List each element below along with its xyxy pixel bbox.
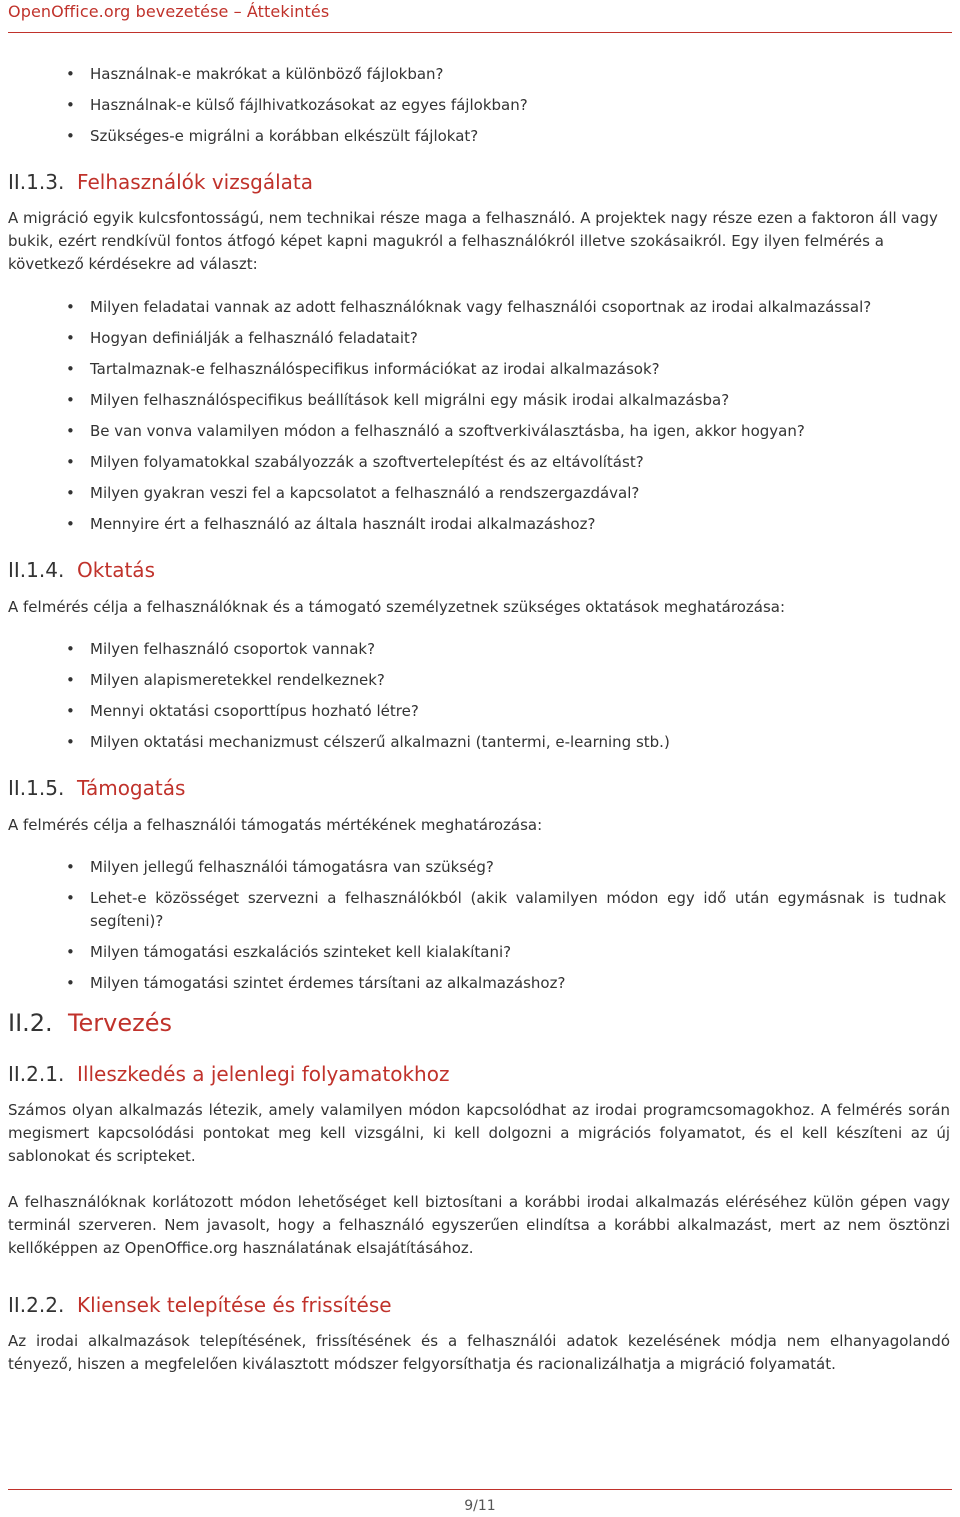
- bullet-list-support-questions: [0, 856, 960, 995]
- list-item: • Milyen folyamatokkal szabályozzák a szoftvertelepítést és az eltávolítást?: [0, 451, 885, 474]
- list-item: • Milyen alapismeretekkel rendelkeznek?: [0, 669, 684, 692]
- list-item: • Be van vonva valamilyen módon a felhasználó a szoftverkiválasztásba, ha igen, akkor hogyan?: [0, 420, 885, 443]
- footer-divider: [8, 1489, 952, 1490]
- section-heading-kliensek: [8, 1293, 392, 1317]
- paragraph-oktatas: A felmérés célja a felhasználóknak és a támogató személyzetnek szükséges oktatások meghatározása:: [8, 598, 786, 616]
- chapter-heading-tervezes: [8, 1009, 172, 1037]
- section-heading-tamogatas: [8, 776, 185, 800]
- section-title: Kliensek telepítése és frissítése: [77, 1293, 392, 1317]
- header-title: OpenOffice.org bevezetése – Áttekintés: [8, 2, 330, 21]
- section-number: II.2.2.: [8, 1293, 65, 1317]
- section-number: II.2.1.: [8, 1062, 65, 1086]
- list-item: • Használnak-e makrókat a különböző fájlokban?: [0, 63, 542, 86]
- list-item: • Hogyan definiálják a felhasználó feladatait?: [0, 327, 885, 350]
- list-item: • Milyen felhasználóspecifikus beállítások kell migrálni egy másik irodai alkalmazásba?: [0, 389, 885, 412]
- paragraph-kliensek: Az irodai alkalmazások telepítésének, frissítésének és a felhasználói adatok kezelésének módja nem elhanyagolandó tényező, hiszen a megfelelően kiválasztott módszer felgyorsíthatja és racionalizálhatja a migráció folyamatát.: [8, 1332, 950, 1373]
- list-item: • Milyen gyakran veszi fel a kapcsolatot a felhasználó a rendszergazdával?: [0, 482, 885, 505]
- list-item: • Tartalmaznak-e felhasználóspecifikus információkat az irodai alkalmazások?: [0, 358, 885, 381]
- list-item: • Milyen feladatai vannak az adott felhasználóknak vagy felhasználói csoportnak az irodai alkalmazással?: [0, 296, 885, 319]
- list-item: • Mennyi oktatási csoporttípus hozható létre?: [0, 700, 684, 723]
- section-title: Oktatás: [77, 558, 155, 582]
- paragraph-illeszkedes-2: A felhasználóknak korlátozott módon lehetőséget kell biztosítani a korábbi irodai alkalmazás eléréséhez külön gépen vagy terminál szerveren. Nem javasolt, hogy a felhasználó egyszerűen elindítsa a korábbi alkalmazást, mert az nem ösztönzi kellőképpen az OpenOffice.org használatának elsajátításához.: [8, 1193, 950, 1257]
- paragraph-tamogatas: A felmérés célja a felhasználói támogatás mértékének meghatározása:: [8, 816, 543, 834]
- list-item: • Mennyire ért a felhasználó az általa használt irodai alkalmazáshoz?: [0, 513, 885, 536]
- section-title: Illeszkedés a jelenlegi folyamatokhoz: [77, 1062, 450, 1086]
- bullet-list-file-questions: [0, 63, 542, 148]
- section-number: II.2.: [8, 1009, 53, 1037]
- list-item: • Milyen jellegű felhasználói támogatásra van szükség?: [0, 856, 960, 879]
- list-item: • Használnak-e külső fájlhivatkozásokat az egyes fájlokban?: [0, 94, 542, 117]
- section-heading-illeszkedes: [8, 1062, 449, 1086]
- paragraph-illeszkedes-1: Számos olyan alkalmazás létezik, amely valamilyen módon kapcsolódhat az irodai programcsomagokhoz. A felmérés során megismert kapcsolódási pontokat meg kell vizsgálni, ki kell dolgozni a migrációs folyamatot, és el kell készíteni az új sablonokat és scripteket.: [8, 1101, 950, 1165]
- list-item: • Lehet-e közösséget szervezni a felhasználókból (akik valamilyen módon egy idő után egymásnak is tudnak segíteni)?: [0, 887, 960, 933]
- section-number: II.1.3.: [8, 170, 65, 194]
- page-number: 9/11: [464, 1498, 496, 1514]
- list-item: • Szükséges-e migrálni a korábban elkészült fájlokat?: [0, 125, 542, 148]
- section-heading-oktatas: [8, 558, 155, 582]
- section-title: Tervezés: [67, 1009, 173, 1037]
- section-title: Felhasználók vizsgálata: [77, 170, 314, 194]
- list-item: • Milyen felhasználó csoportok vannak?: [0, 638, 684, 661]
- section-title: Támogatás: [77, 776, 186, 800]
- bullet-list-training-questions: [0, 638, 684, 754]
- bullet-list-user-questions: [0, 296, 885, 536]
- paragraph-felhasznalok: A migráció egyik kulcsfontosságú, nem technikai része maga a felhasználó. A projektek nagy része ezen a faktoron áll vagy bukik, ezért rendkívül fontos átfogó képet kapni magukról a felhasználókról illetve szokásaikról. Egy ilyen felmérés a következő kérdésekre ad választ:: [8, 209, 938, 273]
- header-divider: [8, 32, 952, 33]
- list-item: • Milyen támogatási szintet érdemes társítani az alkalmazáshoz?: [0, 972, 960, 995]
- list-item: • Milyen támogatási eszkalációs szinteket kell kialakítani?: [0, 941, 960, 964]
- list-item: • Milyen oktatási mechanizmust célszerű alkalmazni (tantermi, e-learning stb.): [0, 731, 684, 754]
- section-heading-felhasznalok: [8, 170, 313, 194]
- section-number: II.1.5.: [8, 776, 65, 800]
- section-number: II.1.4.: [8, 558, 65, 582]
